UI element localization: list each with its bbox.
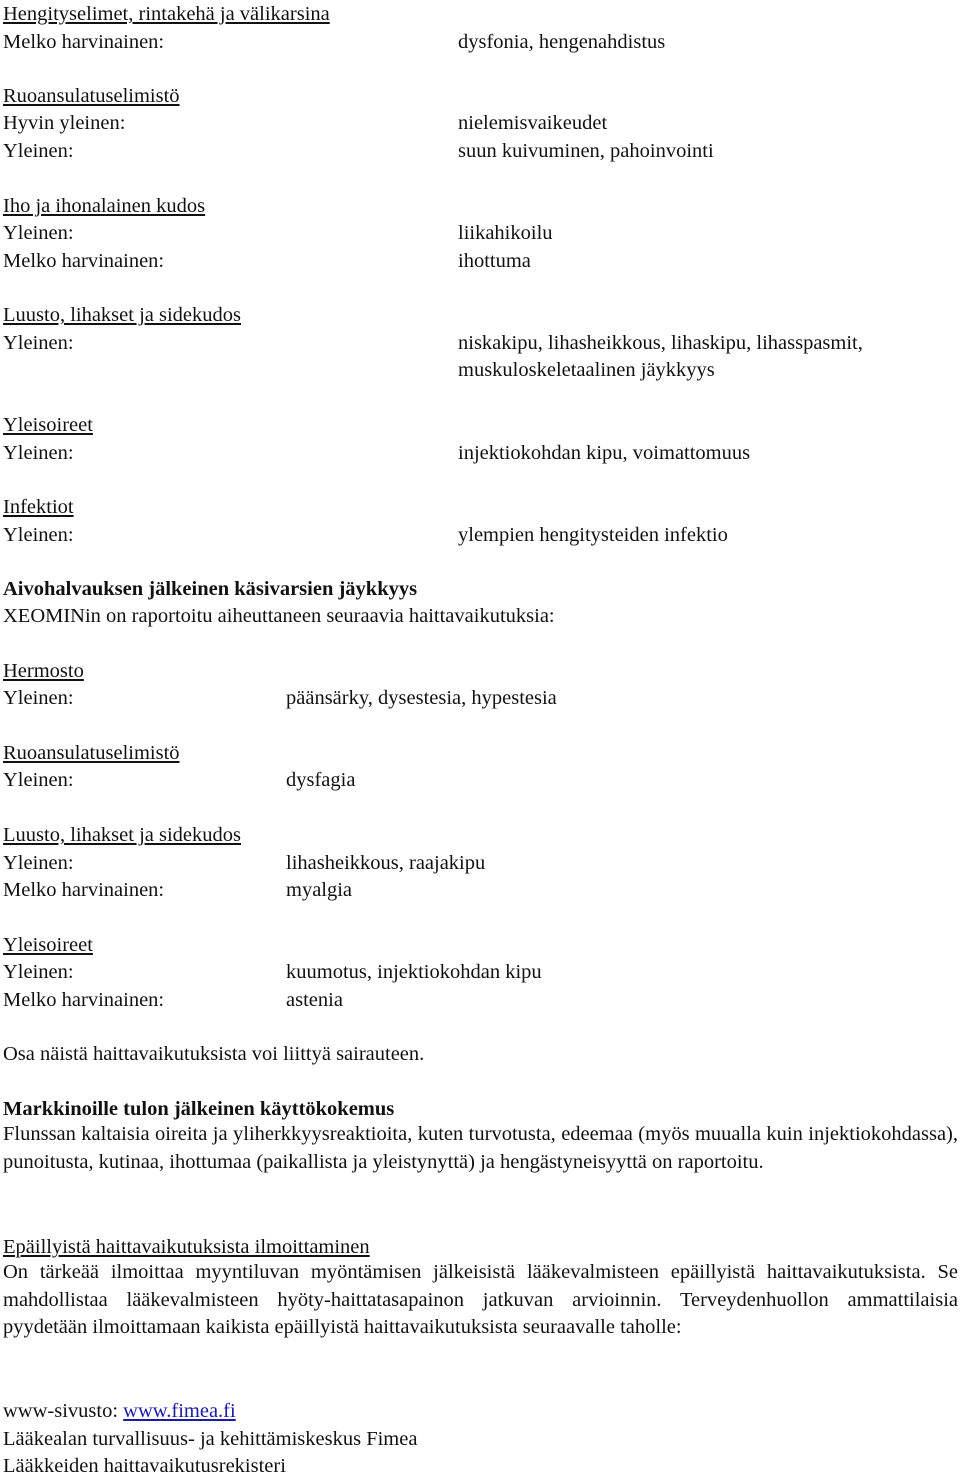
group-heading: Ruoansulatuselimistö	[3, 742, 180, 764]
group-heading: Yleisoireet	[3, 414, 93, 436]
adverse-effect-value: ylempien hengitysteiden infektio	[458, 524, 728, 546]
frequency-label: Melko harvinainen:	[3, 31, 165, 53]
adverse-effect-value: suun kuivuminen, pahoinvointi	[458, 140, 714, 162]
adverse-effect-value: niskakipu, lihasheikkous, lihaskipu, lihasspasmit,	[458, 332, 863, 354]
section2-title: Aivohalvauksen jälkeinen käsivarsien jäykkyys	[3, 578, 418, 600]
group-heading: Infektiot	[3, 496, 74, 518]
group-heading: Hengityselimet, rintakehä ja välikarsina	[3, 3, 330, 25]
group-heading: Ruoansulatuselimistö	[3, 85, 180, 107]
section4-title: Epäillyistä haittavaikutuksista ilmoittaminen	[3, 1236, 370, 1258]
group-heading: Luusto, lihakset ja sidekudos	[3, 824, 242, 846]
frequency-label: Hyvin yleinen:	[3, 112, 126, 134]
frequency-label: Yleinen:	[3, 524, 74, 546]
frequency-label: Yleinen:	[3, 961, 74, 983]
adverse-effect-value: päänsärky, dysestesia, hypestesia	[286, 687, 557, 709]
org-line: Lääkealan turvallisuus- ja kehittämiskeskus Fimea	[3, 1428, 418, 1450]
frequency-label: Melko harvinainen:	[3, 989, 165, 1011]
adverse-effect-value: lihasheikkous, raajakipu	[286, 852, 486, 874]
adverse-effect-value: myalgia	[286, 879, 353, 901]
website-label: www-sivusto:	[3, 1400, 119, 1422]
adverse-effect-value: injektiokohdan kipu, voimattomuus	[458, 442, 751, 464]
adverse-effect-value: liikahikoilu	[458, 222, 553, 244]
adverse-effect-value: ihottuma	[458, 250, 531, 272]
frequency-label: Yleinen:	[3, 140, 74, 162]
frequency-label: Yleinen:	[3, 852, 74, 874]
website-line	[3, 1401, 236, 1422]
section2-note: Osa näistä haittavaikutuksista voi liittyä sairauteen.	[3, 1043, 425, 1065]
adverse-effect-value-cont: muskuloskeletaalinen jäykkyys	[458, 359, 715, 381]
adverse-effect-value: dysfonia, hengenahdistus	[458, 31, 666, 53]
group-heading: Yleisoireet	[3, 934, 93, 956]
frequency-label: Yleinen:	[3, 332, 74, 354]
adverse-effect-value: kuumotus, injektiokohdan kipu	[286, 961, 542, 983]
adverse-effect-value: dysfagia	[286, 769, 356, 791]
frequency-label: Melko harvinainen:	[3, 879, 165, 901]
section4-body: On tärkeää ilmoittaa myyntiluvan myöntämisen jälkeisistä lääkevalmisteen epäillyistä haittavaikutuksista. Se mahdollistaa lääkevalmisteen hyöty-haittatasapainon jatkuvan arvioinnin. Terveydenhuollon ammattilaisia pyydetään ilmoittamaan kaikista epäillyistä haittavaikutuksista seuraavalle taholle:	[3, 1261, 958, 1338]
section3-title: Markkinoille tulon jälkeinen käyttökokemus	[3, 1098, 395, 1120]
section2-intro: XEOMINin on raportoitu aiheuttaneen seuraavia haittavaikutuksia:	[3, 605, 555, 627]
registry-line: Lääkkeiden haittavaikutusrekisteri	[3, 1455, 286, 1477]
frequency-label: Yleinen:	[3, 222, 74, 244]
adverse-effect-value: nielemisvaikeudet	[458, 112, 608, 134]
frequency-label: Melko harvinainen:	[3, 250, 165, 272]
group-heading: Iho ja ihonalainen kudos	[3, 195, 206, 217]
group-heading: Luusto, lihakset ja sidekudos	[3, 304, 242, 326]
section3-body: Flunssan kaltaisia oireita ja yliherkkyysreaktioita, kuten turvotusta, edeemaa (myös muualla kuin injektiokohdassa), punoitusta, kutinaa, ihottumaa (paikallista ja yleistynyttä) ja hengästyneisyyttä on raportoitu.	[3, 1123, 958, 1173]
fimea-website-link[interactable]: www.fimea.fi	[123, 1400, 236, 1422]
frequency-label: Yleinen:	[3, 687, 74, 709]
frequency-label: Yleinen:	[3, 769, 74, 791]
adverse-effect-value: astenia	[286, 989, 343, 1011]
group-heading: Hermosto	[3, 660, 84, 682]
frequency-label: Yleinen:	[3, 442, 74, 464]
